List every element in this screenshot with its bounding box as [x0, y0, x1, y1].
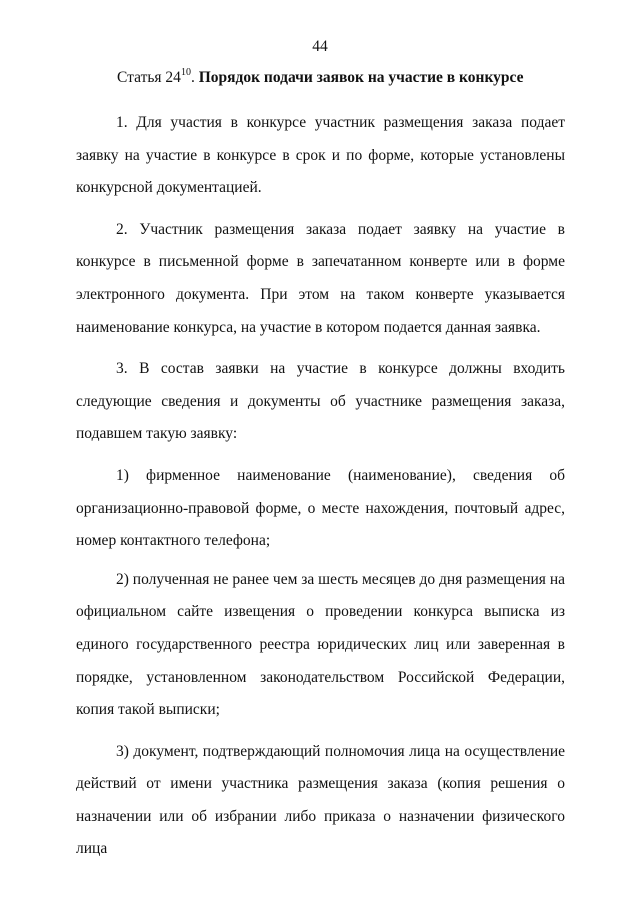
article-superscript: 10 [180, 67, 191, 78]
paragraph-2: 2. Участник размещения заказа подает заявку на участие в конкурсе в письменной форме в запечатанном конверте или в форме электронного документа. При этом на таком конверте указывается наименование конкурса, на участие в котором подается данная заявка. [76, 220, 565, 336]
list-item-1: 1) фирменное наименование (наименование), сведения об организационно-правовой форме, о месте нахождения, почтовый адрес, номер контактного телефона; [76, 466, 565, 550]
article-prefix: Статья 24 [117, 69, 181, 87]
list-item-3: 3) документ, подтверждающий полномочия лица на осуществление действий от имени участника размещения заказа (копия решения о назначении или об избрании либо приказа о назначении физического лица [76, 742, 565, 858]
article-title: Порядок подачи заявок на участие в конкурсе [198, 69, 524, 87]
article-dot: . [190, 69, 195, 87]
article-body [76, 107, 565, 866]
list-item-2: 2) полученная не ранее чем за шесть месяцев до дня размещения на официальном сайте извещения о проведении конкурса выписка из единого государственного реестра юридических лиц или заверенная в порядке, установленном законодательством Российской Федерации, копия такой выписки; [76, 570, 565, 719]
article-heading [117, 68, 524, 87]
page-number: 44 [312, 38, 328, 55]
paragraph-1: 1. Для участия в конкурсе участник размещения заказа подает заявку на участие в конкурсе в срок и по форме, которые установлены конкурсной документацией. [76, 114, 565, 197]
paragraph-3: 3. В состав заявки на участие в конкурсе должны входить следующие сведения и документы об участнике размещения заказа, подавшем такую заявку: [76, 360, 565, 443]
